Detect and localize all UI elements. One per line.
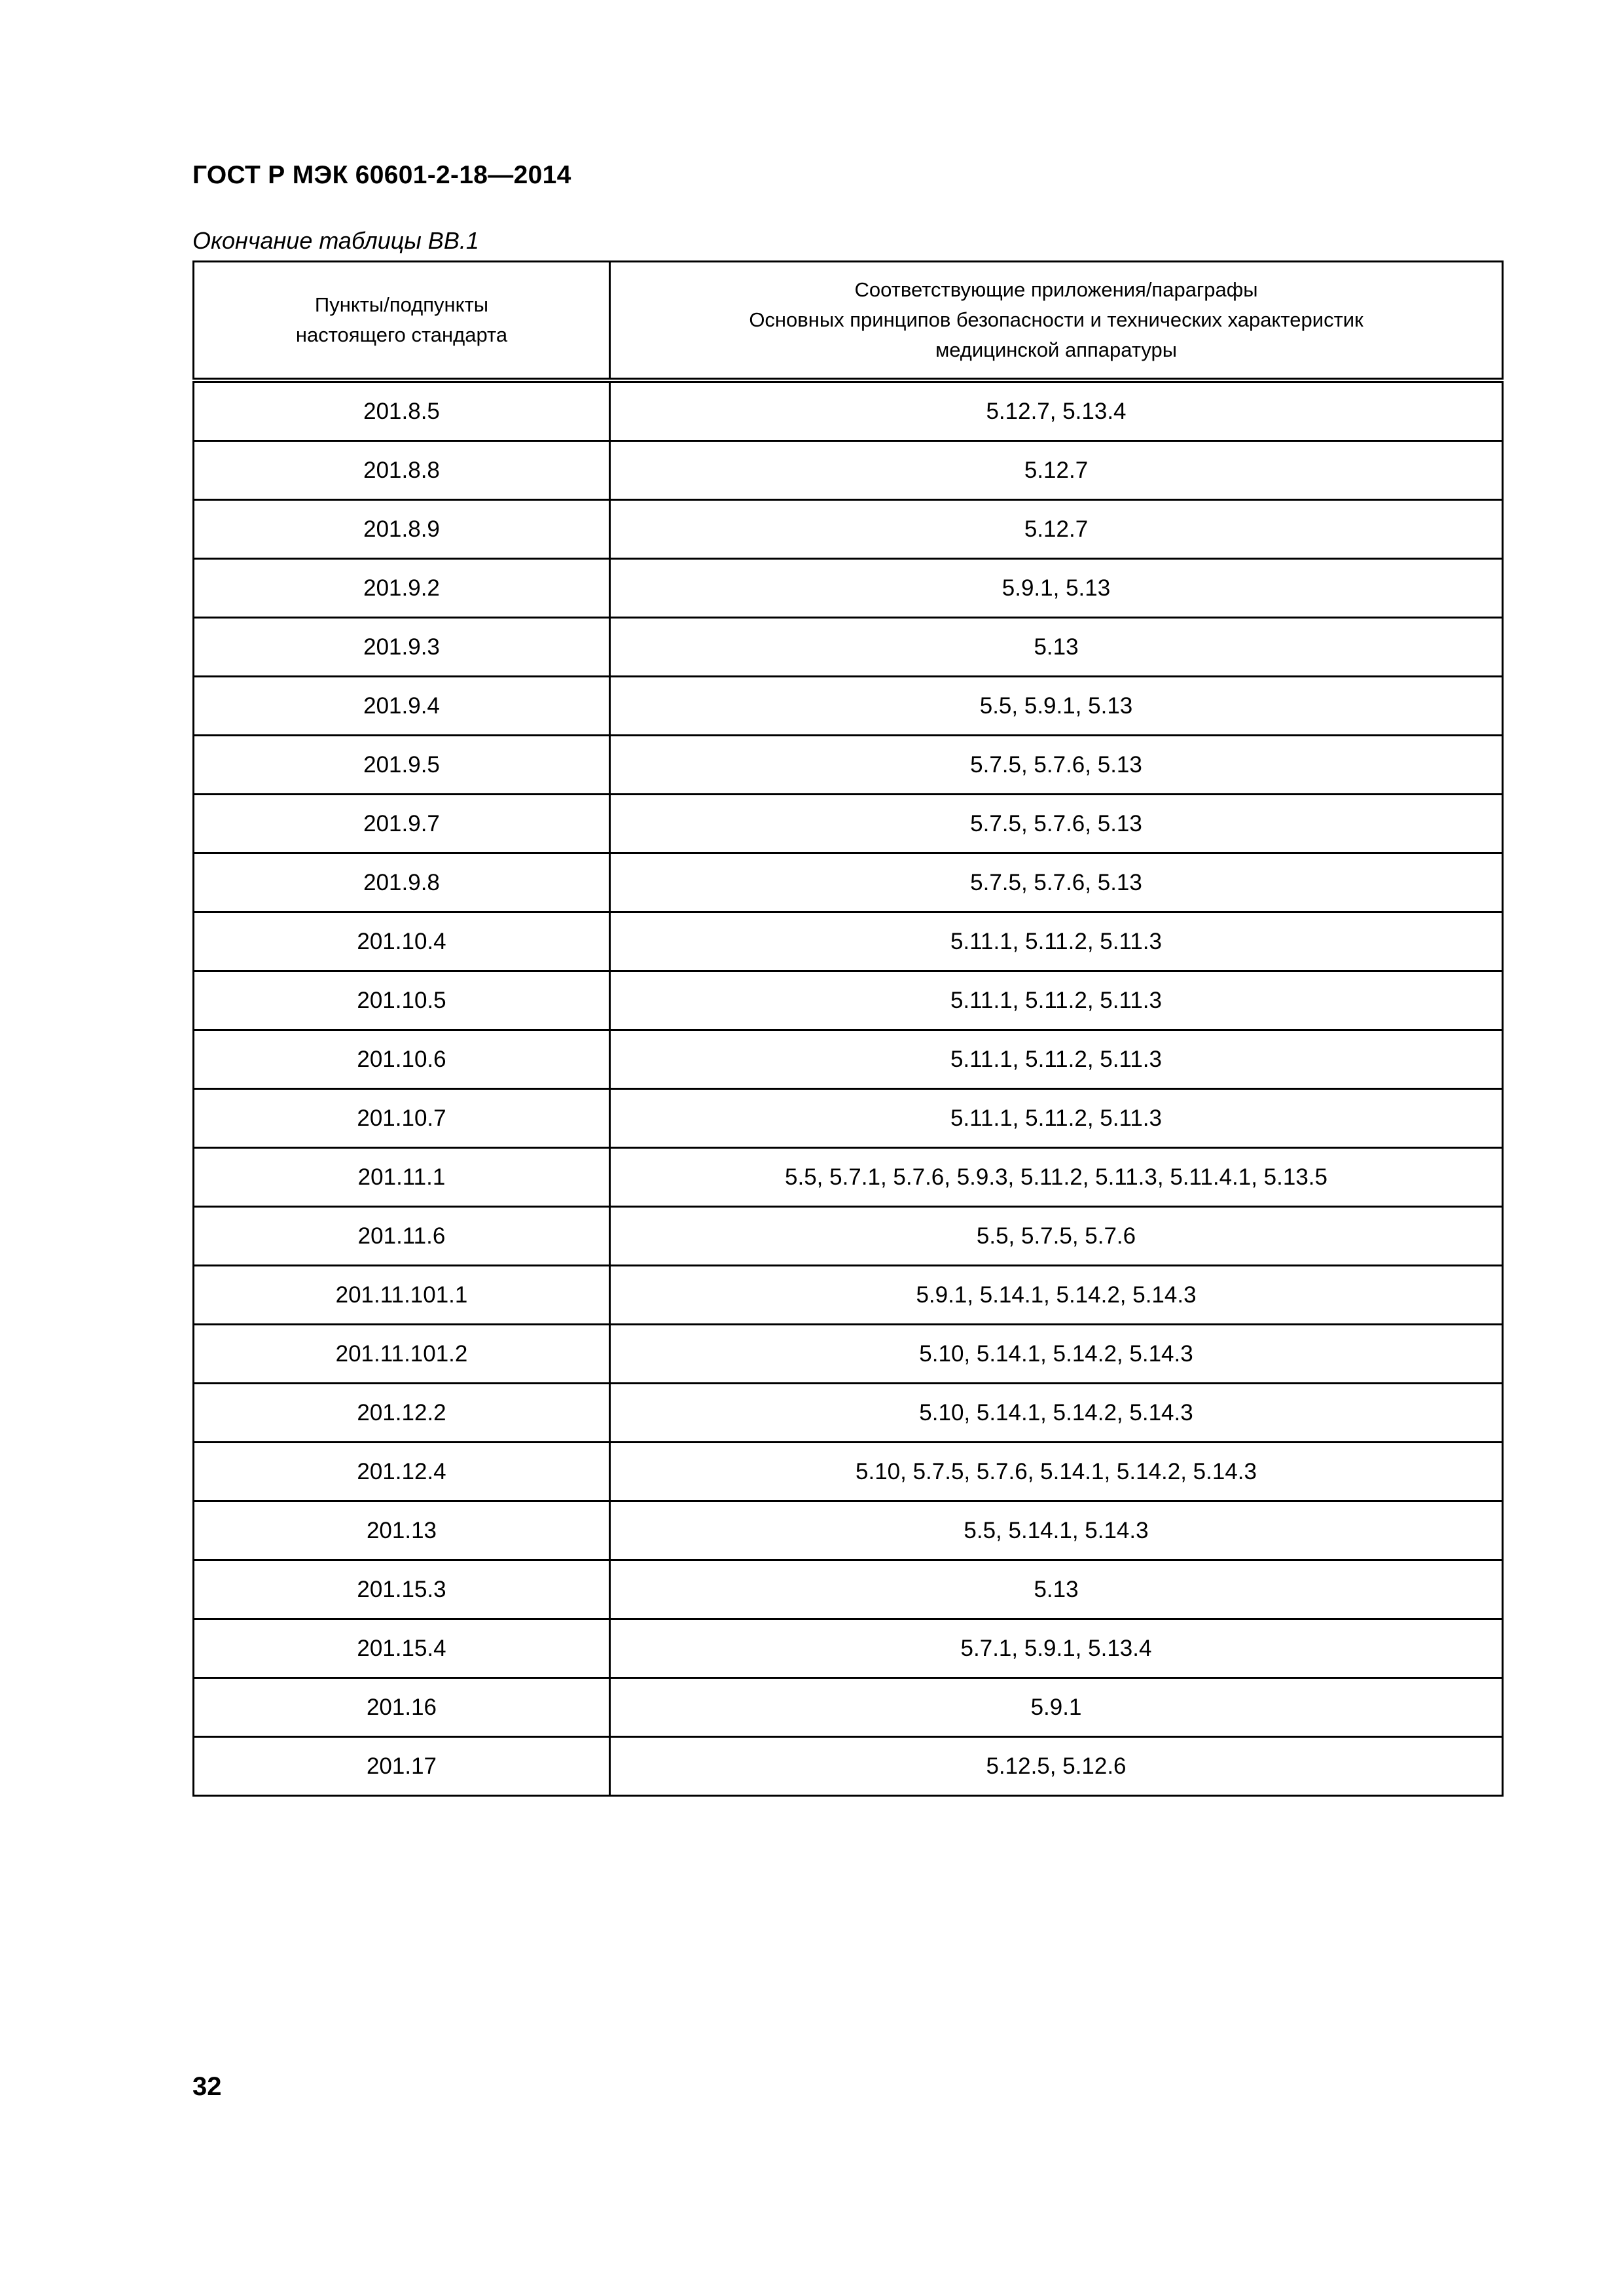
- clause-cell: 201.9.5: [194, 736, 610, 795]
- principles-cell: 5.13: [610, 618, 1503, 677]
- table-header-row: [194, 262, 1503, 381]
- table-row: [194, 853, 1503, 912]
- clause-cell: 201.8.5: [194, 380, 610, 441]
- column-header-principles-line: Основных принципов безопасности и технических характеристик: [749, 308, 1363, 331]
- table-row: [194, 677, 1503, 736]
- column-header-clauses: [194, 262, 610, 381]
- table-row: [194, 912, 1503, 971]
- principles-cell: 5.7.5, 5.7.6, 5.13: [610, 795, 1503, 853]
- table-row: [194, 1678, 1503, 1737]
- principles-cell: 5.5, 5.9.1, 5.13: [610, 677, 1503, 736]
- principles-cell: 5.12.7: [610, 441, 1503, 500]
- table-row: [194, 971, 1503, 1030]
- principles-cell: 5.12.7: [610, 500, 1503, 559]
- clause-cell: 201.10.5: [194, 971, 610, 1030]
- clause-cell: 201.9.4: [194, 677, 610, 736]
- table-row: [194, 1266, 1503, 1325]
- column-header-clauses-line: настоящего стандарта: [295, 323, 508, 346]
- clause-cell: 201.17: [194, 1737, 610, 1796]
- clause-cell: 201.16: [194, 1678, 610, 1737]
- principles-cell: 5.10, 5.7.5, 5.7.6, 5.14.1, 5.14.2, 5.14.3: [610, 1443, 1503, 1501]
- principles-cell: 5.9.1: [610, 1678, 1503, 1737]
- table-row: [194, 1030, 1503, 1089]
- table-row: [194, 1501, 1503, 1560]
- table-body: [194, 380, 1503, 1796]
- principles-cell: 5.9.1, 5.13: [610, 559, 1503, 618]
- clause-cell: 201.11.101.1: [194, 1266, 610, 1325]
- page-number: 32: [192, 2072, 222, 2101]
- principles-cell: 5.7.5, 5.7.6, 5.13: [610, 736, 1503, 795]
- table-caption: Окончание таблицы ВВ.1: [192, 227, 479, 254]
- principles-cell: 5.5, 5.14.1, 5.14.3: [610, 1501, 1503, 1560]
- clause-cell: 201.11.1: [194, 1148, 610, 1207]
- principles-cell: 5.13: [610, 1560, 1503, 1619]
- column-header-clauses-line: Пункты/подпункты: [314, 293, 489, 316]
- principles-cell: 5.11.1, 5.11.2, 5.11.3: [610, 912, 1503, 971]
- table-row: [194, 618, 1503, 677]
- clause-cell: 201.8.8: [194, 441, 610, 500]
- principles-cell: 5.11.1, 5.11.2, 5.11.3: [610, 1030, 1503, 1089]
- clause-cell: 201.11.101.2: [194, 1325, 610, 1384]
- principles-cell: 5.11.1, 5.11.2, 5.11.3: [610, 971, 1503, 1030]
- table-row: [194, 1560, 1503, 1619]
- table-row: [194, 1443, 1503, 1501]
- principles-cell: 5.9.1, 5.14.1, 5.14.2, 5.14.3: [610, 1266, 1503, 1325]
- clause-cell: 201.9.7: [194, 795, 610, 853]
- principles-cell: 5.12.7, 5.13.4: [610, 380, 1503, 441]
- principles-cell: 5.10, 5.14.1, 5.14.2, 5.14.3: [610, 1384, 1503, 1443]
- column-header-principles: [610, 262, 1503, 381]
- table-row: [194, 1737, 1503, 1796]
- clause-cell: 201.12.2: [194, 1384, 610, 1443]
- table-row: [194, 380, 1503, 441]
- table-row: [194, 441, 1503, 500]
- clause-cell: 201.10.6: [194, 1030, 610, 1089]
- table-row: [194, 500, 1503, 559]
- table-row: [194, 1325, 1503, 1384]
- clause-cell: 201.15.4: [194, 1619, 610, 1678]
- clause-cell: 201.9.3: [194, 618, 610, 677]
- clause-cell: 201.9.2: [194, 559, 610, 618]
- table-row: [194, 559, 1503, 618]
- clause-cell: 201.13: [194, 1501, 610, 1560]
- principles-cell: 5.7.1, 5.9.1, 5.13.4: [610, 1619, 1503, 1678]
- table-row: [194, 1207, 1503, 1266]
- table-row: [194, 1384, 1503, 1443]
- principles-cell: 5.11.1, 5.11.2, 5.11.3: [610, 1089, 1503, 1148]
- clause-cell: 201.15.3: [194, 1560, 610, 1619]
- clause-cell: 201.11.6: [194, 1207, 610, 1266]
- table-row: [194, 1148, 1503, 1207]
- column-header-principles-line: медицинской аппаратуры: [935, 338, 1178, 361]
- clause-cell: 201.12.4: [194, 1443, 610, 1501]
- table-row: [194, 1089, 1503, 1148]
- document-header: ГОСТ Р МЭК 60601-2-18—2014: [192, 161, 571, 189]
- clause-cell: 201.10.7: [194, 1089, 610, 1148]
- column-header-principles-line: Соответствующие приложения/параграфы: [854, 278, 1258, 301]
- table-row: [194, 795, 1503, 853]
- clause-cell: 201.9.8: [194, 853, 610, 912]
- table-header: [194, 262, 1503, 381]
- table-row: [194, 736, 1503, 795]
- clause-cell: 201.8.9: [194, 500, 610, 559]
- principles-cell: 5.10, 5.14.1, 5.14.2, 5.14.3: [610, 1325, 1503, 1384]
- principles-cell: 5.5, 5.7.1, 5.7.6, 5.9.3, 5.11.2, 5.11.3, 5.11.4.1, 5.13.5: [610, 1148, 1503, 1207]
- principles-cell: 5.12.5, 5.12.6: [610, 1737, 1503, 1796]
- table-row: [194, 1619, 1503, 1678]
- principles-cell: 5.5, 5.7.5, 5.7.6: [610, 1207, 1503, 1266]
- clause-cell: 201.10.4: [194, 912, 610, 971]
- correspondence-table: [192, 260, 1504, 1797]
- principles-cell: 5.7.5, 5.7.6, 5.13: [610, 853, 1503, 912]
